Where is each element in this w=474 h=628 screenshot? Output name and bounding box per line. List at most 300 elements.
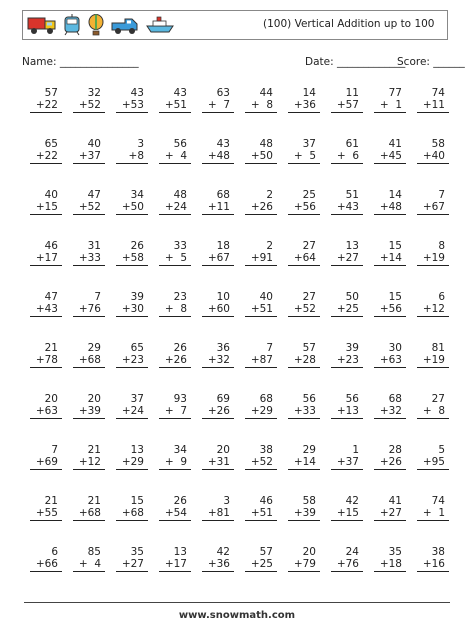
addend-bottom: +48 xyxy=(207,150,230,162)
addition-problem xyxy=(327,291,363,317)
addition-problem xyxy=(370,87,406,113)
addend-top: 7 xyxy=(94,291,101,303)
addition-problem xyxy=(241,495,277,521)
addition-problem xyxy=(241,189,277,215)
addend-top: 20 xyxy=(216,444,230,456)
addend-top: 74 xyxy=(431,87,445,99)
addend-bottom: +91 xyxy=(250,252,273,264)
addition-problem xyxy=(155,138,191,164)
addition-problem xyxy=(26,546,62,572)
answer-line xyxy=(374,265,406,266)
answer-line xyxy=(73,571,105,572)
addend-bottom: +32 xyxy=(379,405,402,417)
addition-problem xyxy=(26,342,62,368)
addend-top: 29 xyxy=(302,444,316,456)
addend-bottom: +11 xyxy=(207,201,230,213)
addend-top: 27 xyxy=(431,393,445,405)
answer-line xyxy=(116,265,148,266)
addend-top: 21 xyxy=(87,444,101,456)
addend-top: 3 xyxy=(137,138,144,150)
addend-top: 85 xyxy=(87,546,101,558)
addition-problem xyxy=(112,342,148,368)
addition-problem xyxy=(198,138,234,164)
addition-problem xyxy=(327,444,363,470)
answer-line xyxy=(374,214,406,215)
addition-problem xyxy=(26,189,62,215)
addition-problem xyxy=(155,546,191,572)
addition-problem xyxy=(284,291,320,317)
addition-problem xyxy=(370,138,406,164)
answer-line xyxy=(331,571,363,572)
addend-bottom: +24 xyxy=(121,405,144,417)
answer-line xyxy=(245,112,277,113)
addend-bottom: +31 xyxy=(207,456,230,468)
addend-top: 24 xyxy=(345,546,359,558)
addition-problem xyxy=(327,495,363,521)
addition-problem xyxy=(69,189,105,215)
addition-problem xyxy=(241,291,277,317)
addend-top: 35 xyxy=(130,546,144,558)
addition-problem xyxy=(69,240,105,266)
addition-problem xyxy=(413,138,449,164)
addend-bottom: +57 xyxy=(336,99,359,111)
addend-top: 46 xyxy=(44,240,58,252)
addend-bottom: +56 xyxy=(293,201,316,213)
addend-bottom: +60 xyxy=(207,303,230,315)
addend-top: 30 xyxy=(388,342,402,354)
addend-top: 41 xyxy=(388,138,402,150)
addend-bottom: +43 xyxy=(336,201,359,213)
answer-line xyxy=(202,265,234,266)
addition-problem xyxy=(241,444,277,470)
addend-top: 32 xyxy=(87,87,101,99)
addend-bottom: + 1 xyxy=(422,507,445,519)
addition-problem xyxy=(327,342,363,368)
answer-line xyxy=(417,163,449,164)
addend-bottom: +23 xyxy=(336,354,359,366)
answer-line xyxy=(374,469,406,470)
answer-line xyxy=(245,469,277,470)
addend-top: 2 xyxy=(266,240,273,252)
addend-bottom: +37 xyxy=(336,456,359,468)
addend-top: 11 xyxy=(345,87,359,99)
answer-line xyxy=(417,571,449,572)
answer-line xyxy=(288,316,320,317)
answer-line xyxy=(288,163,320,164)
addend-bottom: +25 xyxy=(250,558,273,570)
answer-line xyxy=(73,265,105,266)
addition-problem xyxy=(155,291,191,317)
addend-top: 21 xyxy=(44,495,58,507)
addend-bottom: + 4 xyxy=(164,150,187,162)
addend-top: 58 xyxy=(431,138,445,150)
tram-icon xyxy=(63,14,81,36)
answer-line xyxy=(159,469,191,470)
addition-problem xyxy=(198,495,234,521)
addition-problem xyxy=(69,87,105,113)
answer-line xyxy=(417,418,449,419)
addition-problem xyxy=(112,138,148,164)
addend-top: 33 xyxy=(173,240,187,252)
answer-line xyxy=(331,418,363,419)
answer-line xyxy=(417,316,449,317)
addend-bottom: +51 xyxy=(164,99,187,111)
addend-top: 3 xyxy=(223,495,230,507)
addend-top: 25 xyxy=(302,189,316,201)
addend-bottom: +52 xyxy=(250,456,273,468)
addend-bottom: +78 xyxy=(35,354,58,366)
addend-bottom: +69 xyxy=(35,456,58,468)
answer-line xyxy=(30,418,62,419)
addend-top: 21 xyxy=(44,342,58,354)
addend-bottom: + 5 xyxy=(293,150,316,162)
addend-top: 2 xyxy=(266,189,273,201)
addend-bottom: +68 xyxy=(78,354,101,366)
answer-line xyxy=(159,214,191,215)
addend-top: 35 xyxy=(388,546,402,558)
addend-top: 43 xyxy=(216,138,230,150)
addition-problem xyxy=(370,291,406,317)
answer-line xyxy=(288,265,320,266)
addend-top: 43 xyxy=(130,87,144,99)
addition-problem xyxy=(69,546,105,572)
addition-problem xyxy=(241,87,277,113)
addend-bottom: +14 xyxy=(379,252,402,264)
addend-bottom: +58 xyxy=(121,252,144,264)
addend-top: 36 xyxy=(216,342,230,354)
addition-problem xyxy=(155,87,191,113)
addition-problem xyxy=(370,444,406,470)
addend-bottom: +48 xyxy=(379,201,402,213)
answer-line xyxy=(116,163,148,164)
addend-bottom: +24 xyxy=(164,201,187,213)
addend-bottom: + 8 xyxy=(164,303,187,315)
score-field: Score: ______ xyxy=(397,56,465,68)
addition-problem xyxy=(69,342,105,368)
addend-bottom: +26 xyxy=(379,456,402,468)
addend-top: 38 xyxy=(259,444,273,456)
answer-line xyxy=(73,418,105,419)
addend-top: 8 xyxy=(438,240,445,252)
answer-line xyxy=(159,265,191,266)
addend-top: 20 xyxy=(302,546,316,558)
addend-bottom: +79 xyxy=(293,558,316,570)
addition-problem xyxy=(198,546,234,572)
addend-bottom: +50 xyxy=(121,201,144,213)
problem-row xyxy=(26,189,462,240)
addend-bottom: +76 xyxy=(336,558,359,570)
addend-top: 14 xyxy=(302,87,316,99)
addend-top: 47 xyxy=(87,189,101,201)
addend-top: 74 xyxy=(431,495,445,507)
addend-top: 5 xyxy=(438,444,445,456)
addend-top: 56 xyxy=(345,393,359,405)
addition-problem xyxy=(69,291,105,317)
answer-line xyxy=(159,418,191,419)
answer-line xyxy=(417,469,449,470)
answer-line xyxy=(30,214,62,215)
answer-line xyxy=(30,367,62,368)
answer-line xyxy=(288,469,320,470)
answer-line xyxy=(374,418,406,419)
addend-bottom: +33 xyxy=(78,252,101,264)
addition-problem xyxy=(241,393,277,419)
addend-top: 56 xyxy=(302,393,316,405)
addend-top: 40 xyxy=(259,291,273,303)
answer-line xyxy=(374,163,406,164)
addend-top: 23 xyxy=(173,291,187,303)
addition-problem xyxy=(284,444,320,470)
addend-top: 93 xyxy=(173,393,187,405)
addition-problem xyxy=(413,87,449,113)
answer-line xyxy=(245,571,277,572)
answer-line xyxy=(245,163,277,164)
problem-row xyxy=(26,291,462,342)
addend-top: 7 xyxy=(266,342,273,354)
addition-problem xyxy=(155,342,191,368)
addition-problem xyxy=(112,546,148,572)
answer-line xyxy=(30,265,62,266)
addend-top: 68 xyxy=(388,393,402,405)
answer-line xyxy=(159,316,191,317)
answer-line xyxy=(73,367,105,368)
problem-row xyxy=(26,342,462,393)
addend-top: 26 xyxy=(130,240,144,252)
addend-top: 40 xyxy=(87,138,101,150)
addend-bottom: +51 xyxy=(250,507,273,519)
addition-problem xyxy=(284,393,320,419)
answer-line xyxy=(116,571,148,572)
date-field: Date: _____________ xyxy=(305,56,406,68)
answer-line xyxy=(288,418,320,419)
answer-line xyxy=(331,265,363,266)
addition-problem xyxy=(26,393,62,419)
addend-bottom: +36 xyxy=(207,558,230,570)
addition-problem xyxy=(155,189,191,215)
addend-bottom: +25 xyxy=(336,303,359,315)
addition-problem xyxy=(155,240,191,266)
answer-line xyxy=(288,520,320,521)
answer-line xyxy=(245,418,277,419)
addend-bottom: +27 xyxy=(379,507,402,519)
addend-bottom: +39 xyxy=(78,405,101,417)
addend-bottom: +52 xyxy=(293,303,316,315)
addend-top: 61 xyxy=(345,138,359,150)
addition-problem xyxy=(284,240,320,266)
answer-line xyxy=(417,265,449,266)
answer-line xyxy=(30,316,62,317)
addition-problem xyxy=(284,138,320,164)
answer-line xyxy=(202,571,234,572)
answer-line xyxy=(116,520,148,521)
addend-bottom: + 8 xyxy=(250,99,273,111)
addition-problem xyxy=(284,342,320,368)
addition-problem xyxy=(155,444,191,470)
addend-bottom: +55 xyxy=(35,507,58,519)
addend-top: 37 xyxy=(130,393,144,405)
answer-line xyxy=(417,367,449,368)
problem-row xyxy=(26,87,462,138)
footer-site: www.snowmath.com xyxy=(178,610,296,621)
addend-bottom: +64 xyxy=(293,252,316,264)
addition-problem xyxy=(327,240,363,266)
addition-problem xyxy=(327,546,363,572)
addend-bottom: +50 xyxy=(250,150,273,162)
addend-bottom: +26 xyxy=(164,354,187,366)
addend-bottom: +36 xyxy=(293,99,316,111)
addend-top: 34 xyxy=(173,444,187,456)
header-box xyxy=(22,10,448,40)
answer-line xyxy=(73,316,105,317)
addend-top: 57 xyxy=(259,546,273,558)
answer-line xyxy=(73,214,105,215)
addition-problem xyxy=(69,444,105,470)
addition-problem xyxy=(241,240,277,266)
addend-top: 10 xyxy=(216,291,230,303)
addend-bottom: +40 xyxy=(422,150,445,162)
addition-problem xyxy=(370,495,406,521)
answer-line xyxy=(202,469,234,470)
addend-bottom: +27 xyxy=(121,558,144,570)
name-field: Name: _______________ xyxy=(22,56,139,68)
addend-top: 28 xyxy=(388,444,402,456)
answer-line xyxy=(331,163,363,164)
addend-bottom: +29 xyxy=(121,456,144,468)
addend-top: 14 xyxy=(388,189,402,201)
addend-top: 42 xyxy=(216,546,230,558)
addend-top: 77 xyxy=(388,87,402,99)
answer-line xyxy=(73,520,105,521)
addend-top: 43 xyxy=(173,87,187,99)
problem-row xyxy=(26,444,462,495)
addend-bottom: +19 xyxy=(422,354,445,366)
addition-problem xyxy=(413,495,449,521)
addend-top: 29 xyxy=(87,342,101,354)
addition-problem xyxy=(198,393,234,419)
answer-line xyxy=(245,265,277,266)
addend-top: 50 xyxy=(345,291,359,303)
addend-top: 27 xyxy=(302,240,316,252)
addend-bottom: +53 xyxy=(121,99,144,111)
addend-top: 44 xyxy=(259,87,273,99)
addition-problem xyxy=(241,342,277,368)
addend-bottom: + 8 xyxy=(422,405,445,417)
addend-bottom: +52 xyxy=(78,201,101,213)
addend-bottom: +27 xyxy=(336,252,359,264)
problem-grid xyxy=(26,87,462,597)
problem-row xyxy=(26,546,462,597)
addition-problem xyxy=(26,444,62,470)
addition-problem xyxy=(284,495,320,521)
addend-top: 7 xyxy=(438,189,445,201)
addend-top: 63 xyxy=(216,87,230,99)
addend-bottom: +15 xyxy=(35,201,58,213)
addition-problem xyxy=(69,138,105,164)
addend-bottom: +26 xyxy=(207,405,230,417)
addition-problem xyxy=(241,138,277,164)
answer-line xyxy=(245,214,277,215)
addend-bottom: +37 xyxy=(78,150,101,162)
addend-bottom: +26 xyxy=(250,201,273,213)
addend-top: 39 xyxy=(345,342,359,354)
addend-bottom: +76 xyxy=(78,303,101,315)
addend-top: 26 xyxy=(173,342,187,354)
answer-line xyxy=(417,214,449,215)
addend-bottom: +22 xyxy=(35,99,58,111)
answer-line xyxy=(202,316,234,317)
addition-problem xyxy=(26,291,62,317)
answer-line xyxy=(30,571,62,572)
answer-line xyxy=(116,214,148,215)
answer-line xyxy=(30,520,62,521)
addition-problem xyxy=(155,393,191,419)
answer-line xyxy=(116,418,148,419)
addition-problem xyxy=(327,138,363,164)
addend-top: 56 xyxy=(173,138,187,150)
addend-bottom: +56 xyxy=(379,303,402,315)
addend-bottom: +19 xyxy=(422,252,445,264)
addition-problem xyxy=(26,495,62,521)
hot-air-balloon-icon xyxy=(87,14,105,36)
answer-line xyxy=(245,520,277,521)
addend-top: 40 xyxy=(44,189,58,201)
addend-bottom: +54 xyxy=(164,507,187,519)
addend-bottom: +66 xyxy=(35,558,58,570)
addend-bottom: +68 xyxy=(121,507,144,519)
answer-line xyxy=(202,112,234,113)
addend-bottom: +18 xyxy=(379,558,402,570)
addend-bottom: + 1 xyxy=(379,99,402,111)
addend-bottom: +8 xyxy=(128,150,144,162)
answer-line xyxy=(30,469,62,470)
addend-bottom: +67 xyxy=(422,201,445,213)
answer-line xyxy=(159,163,191,164)
answer-line xyxy=(331,214,363,215)
addend-bottom: + 7 xyxy=(164,405,187,417)
answer-line xyxy=(245,367,277,368)
problem-row xyxy=(26,240,462,291)
answer-line xyxy=(331,112,363,113)
addition-problem xyxy=(413,189,449,215)
addend-bottom: + 9 xyxy=(164,456,187,468)
answer-line xyxy=(288,112,320,113)
addend-bottom: + 7 xyxy=(207,99,230,111)
addend-top: 13 xyxy=(345,240,359,252)
answer-line xyxy=(374,112,406,113)
addend-bottom: +52 xyxy=(78,99,101,111)
answer-line xyxy=(331,469,363,470)
addition-problem xyxy=(413,240,449,266)
answer-line xyxy=(374,571,406,572)
addend-top: 42 xyxy=(345,495,359,507)
addend-top: 39 xyxy=(130,291,144,303)
addend-top: 38 xyxy=(431,546,445,558)
addend-bottom: +95 xyxy=(422,456,445,468)
addend-bottom: + 5 xyxy=(164,252,187,264)
addend-bottom: +23 xyxy=(121,354,144,366)
addend-top: 47 xyxy=(44,291,58,303)
addition-problem xyxy=(413,393,449,419)
truck-icon xyxy=(27,15,57,35)
answer-line xyxy=(30,163,62,164)
addend-top: 18 xyxy=(216,240,230,252)
answer-line xyxy=(288,571,320,572)
answer-line xyxy=(374,367,406,368)
addend-bottom: +63 xyxy=(379,354,402,366)
answer-line xyxy=(288,367,320,368)
addend-bottom: +12 xyxy=(422,303,445,315)
addition-problem xyxy=(370,189,406,215)
